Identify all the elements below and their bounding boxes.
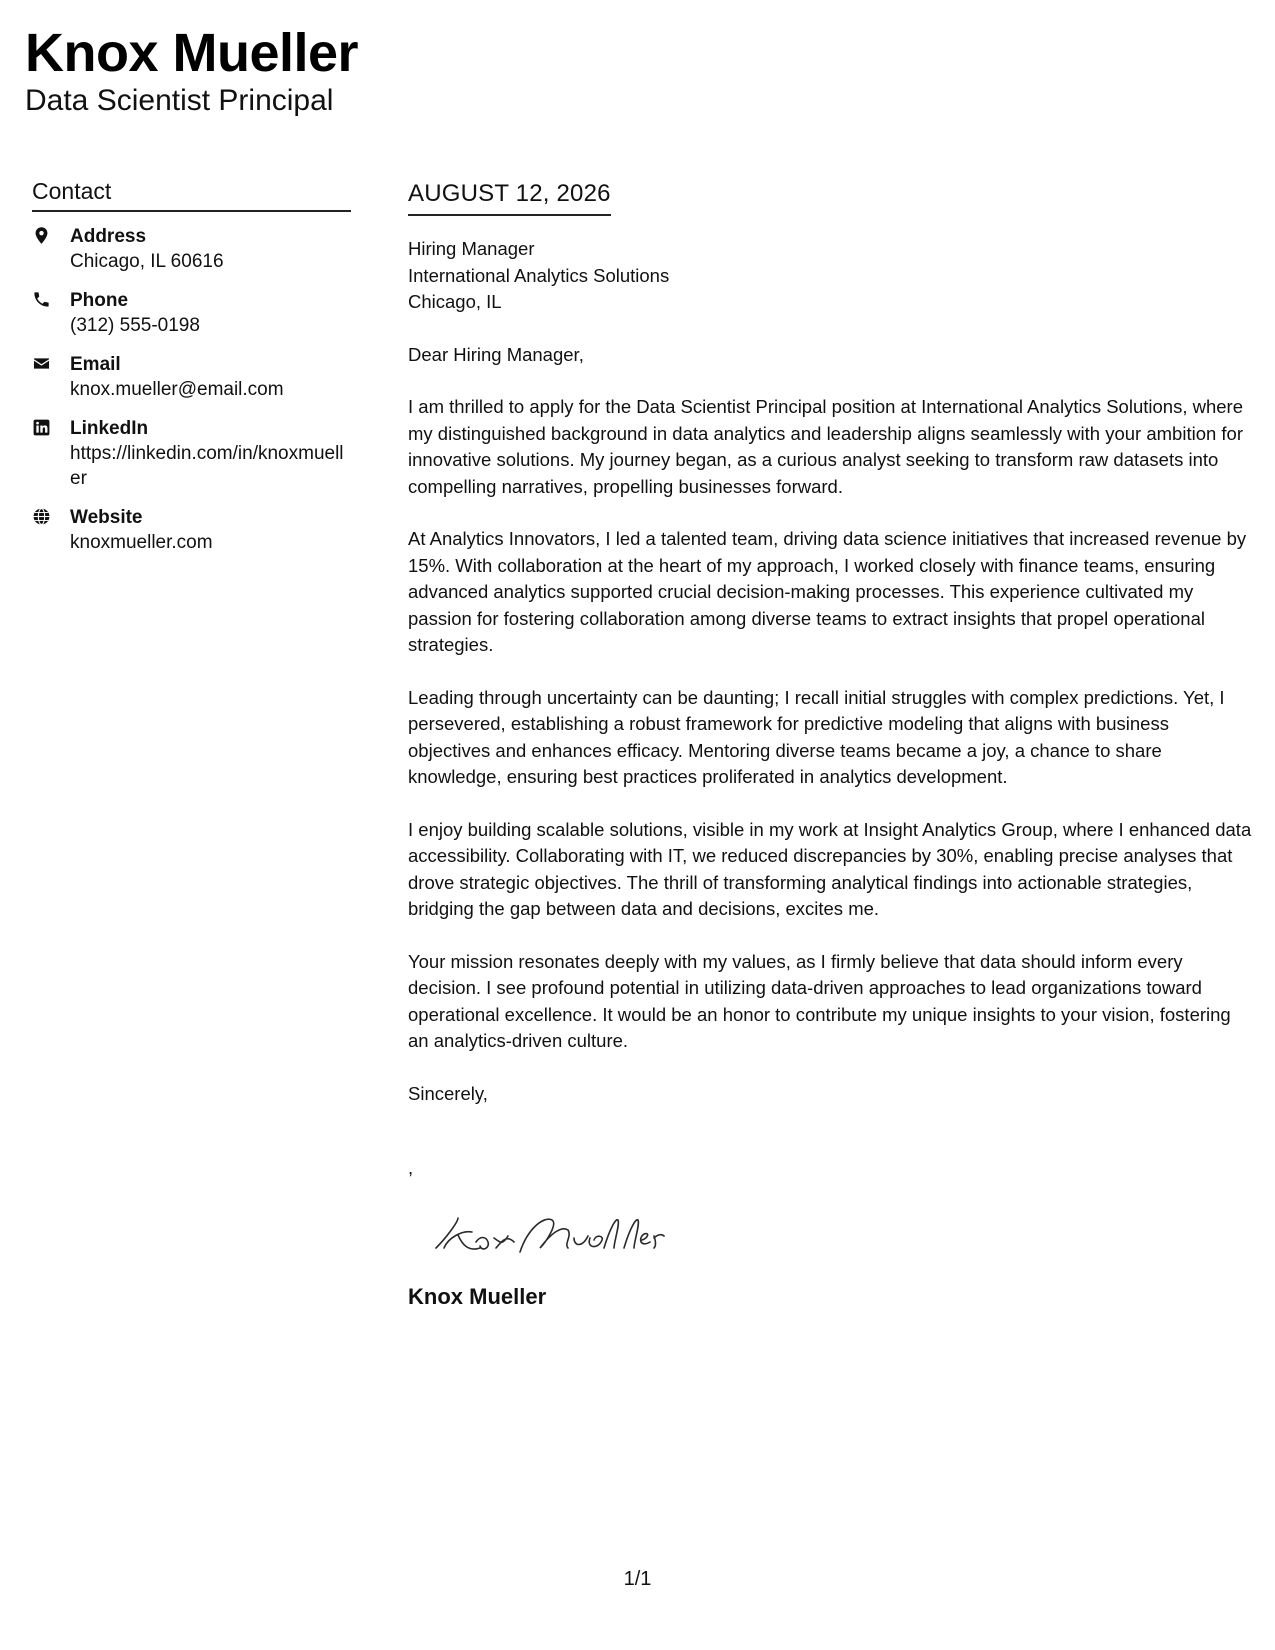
envelope-icon <box>32 352 70 402</box>
globe-icon <box>32 505 70 555</box>
contact-item-address <box>32 224 351 274</box>
header <box>25 22 358 118</box>
contact-label-phone: Phone <box>70 290 129 311</box>
contact-value-address: Chicago, IL 60616 <box>70 251 224 272</box>
contact-label-linkedin: LinkedIn <box>70 418 149 439</box>
signed-name: Knox Mueller <box>408 1283 547 1309</box>
applicant-title: Data Scientist Principal <box>25 84 334 117</box>
contact-value-phone: (312) 555-0198 <box>70 315 200 336</box>
closing: Sincerely, <box>408 1082 488 1104</box>
paragraph: I am thrilled to apply for the Data Scientist Principal position at International Analytics Solutions, where my distinguished background in data analytics and leadership aligns seamlessly with your ambition for innovative solutions. My journey began, as a curious analyst seeking to transform raw datasets into compelling narratives, propelling businesses forward. <box>408 396 1244 497</box>
contact-value-website[interactable]: knoxmueller.com <box>70 532 213 553</box>
contact-heading: Contact <box>32 176 351 212</box>
page-number: 1/1 <box>623 1568 652 1590</box>
contact-value-linkedin[interactable]: https://linkedin.com/in/knoxmueller <box>70 443 344 489</box>
contact-item-phone <box>32 288 351 338</box>
paragraph: Leading through uncertainty can be daunting; I recall initial struggles with complex predictions. Yet, I persevered, establishing a robust framework for predictive modeling that aligns with business objectives and enhances efficacy. Mentoring diverse teams became a joy, a chance to share knowledge, ensuring best practices proliferated in analytics development. <box>408 686 1225 787</box>
letter-body <box>408 178 1253 1311</box>
recipient-line: Chicago, IL <box>408 291 502 312</box>
contact-value-email[interactable]: knox.mueller@email.com <box>70 379 284 400</box>
contact-item-email <box>32 352 351 402</box>
paragraph: I enjoy building scalable solutions, visible in my work at Insight Analytics Group, where I enhanced data accessibility. Collaborating with IT, we reduced discrepancies by 30%, enabling precise analyses that drove strategic objectives. The thrill of transforming analytical findings into actionable strategies, bridging the gap between data and decisions, excites me. <box>408 818 1252 919</box>
paragraph: Your mission resonates deeply with my values, as I firmly believe that data should inform every decision. I see profound potential in utilizing data-driven approaches to lead organizations toward operational excellence. It would be an honor to contribute my unique insights to your vision, fostering an analytics-driven culture. <box>408 950 1231 1051</box>
handwritten-signature <box>428 1208 668 1260</box>
linkedin-icon <box>32 416 70 491</box>
salutation: Dear Hiring Manager, <box>408 343 584 365</box>
recipient-line: Hiring Manager <box>408 238 535 259</box>
map-pin-icon <box>32 224 70 274</box>
contact-sidebar <box>32 176 351 569</box>
applicant-name: Knox Mueller <box>25 23 359 83</box>
contact-label-address: Address <box>70 226 147 247</box>
contact-item-website <box>32 505 351 555</box>
recipient-block <box>408 236 1253 316</box>
letter-date: AUGUST 12, 2026 <box>408 178 611 216</box>
contact-label-website: Website <box>70 507 143 528</box>
paragraph: At Analytics Innovators, I led a talented team, driving data science initiatives that increased revenue by 15%. With collaboration at the heart of my approach, I worked closely with finance teams, ensuring advanced analytics supported crucial decision-making processes. This experience cultivated my passion for fostering collaboration among diverse teams to extract insights that propel operational strategies. <box>408 528 1247 655</box>
comma-line: , <box>408 1157 414 1178</box>
phone-icon <box>32 288 70 338</box>
recipient-line: International Analytics Solutions <box>408 264 670 286</box>
contact-item-linkedin <box>32 416 351 491</box>
contact-label-email: Email <box>70 354 121 375</box>
